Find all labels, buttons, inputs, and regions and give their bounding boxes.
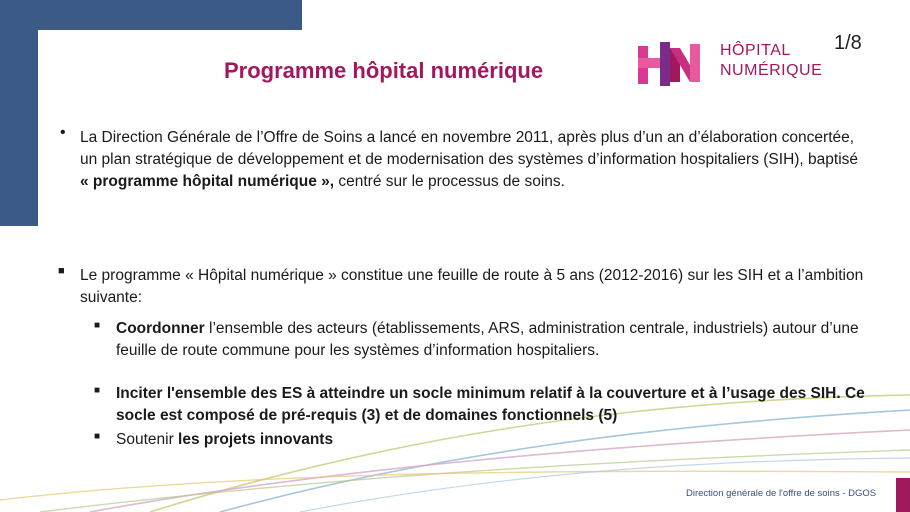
sub-item-bold: Inciter l'ensemble des ES à atteindre un socle minimum relatif à la couverture et à l’usage des SIH. Ce socle est composé de pré-requis (3) et de domaines fonctionnels (5) — [116, 385, 865, 424]
sub-bullet-square: ■ — [94, 431, 101, 442]
sub-item-soutenir — [116, 429, 866, 451]
logo-wordmark — [720, 41, 822, 81]
footer-text: Direction générale de l'offre de soins - DGOS — [686, 488, 877, 499]
logo-line-1: HÔPITAL — [720, 42, 791, 59]
paragraph-text-end: centré sur le processus de soins. — [334, 173, 565, 190]
paragraph-bold: « programme hôpital numérique », — [80, 173, 335, 190]
paragraph-dgos-plan — [80, 127, 870, 193]
page-number: 1/8 — [834, 32, 862, 54]
slide-title: Programme hôpital numérique — [224, 58, 544, 83]
bullet-dot: • — [60, 124, 66, 141]
paragraph-programme: Le programme « Hôpital numérique » constitue une feuille de route à 5 ans (2012-2016) sur les SIH et a l’ambition suivante: — [80, 267, 864, 306]
sub-item-bold: Coordonner — [116, 320, 205, 337]
sub-bullet-square: ■ — [94, 385, 101, 396]
sub-item-bold: les projets innovants — [178, 431, 334, 448]
sub-bullet-square: ■ — [94, 320, 101, 331]
sub-item-inciter — [116, 383, 866, 427]
logo-line-2: NUMÉRIQUE — [720, 62, 823, 79]
sub-item-text: Soutenir — [116, 431, 179, 448]
bullet-square: ■ — [58, 265, 65, 277]
sub-item-text: l’ensemble des acteurs (établissements, ARS, administration centrale, industriels) autour d’une feuille de route commune pour les systèmes d’information hospitaliers. — [116, 320, 859, 359]
paragraph-text: La Direction Générale de l’Offre de Soins a lancé en novembre 2011, après plus d’un an d’élaboration concertée, un plan stratégique de développement et de modernisation des systèmes d’information hospitaliers (SIH), baptisé — [80, 129, 859, 168]
footer-corner-square — [896, 478, 910, 512]
sub-item-coordonner — [116, 318, 866, 362]
